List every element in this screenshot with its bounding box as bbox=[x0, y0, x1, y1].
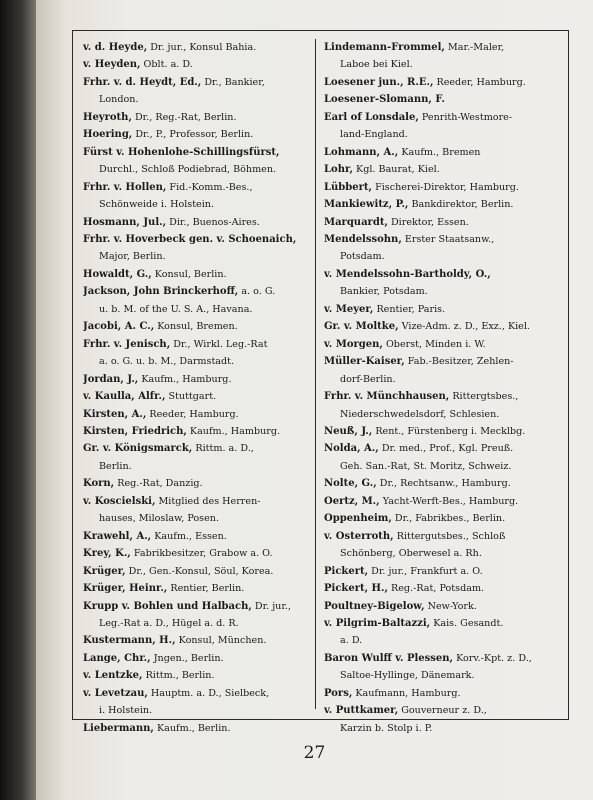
entry-name: v. Kaulla, Alfr., bbox=[83, 391, 166, 403]
entry-name: Pors, bbox=[324, 687, 353, 699]
directory-entry bbox=[83, 266, 309, 283]
entry-details: Rittergutsbes., Schloß bbox=[393, 530, 506, 542]
entry-details: a. o. G. bbox=[238, 286, 276, 298]
entry-name: Howaldt, G., bbox=[83, 268, 152, 280]
directory-entry bbox=[83, 493, 309, 510]
directory-entry bbox=[83, 388, 309, 405]
entry-details: Dr., Fabrikbes., Berlin. bbox=[391, 513, 506, 525]
directory-entry-continuation bbox=[83, 353, 309, 370]
directory-entry bbox=[324, 214, 562, 231]
directory-entry bbox=[324, 196, 562, 213]
right-column bbox=[324, 39, 562, 737]
directory-entry-continuation bbox=[324, 406, 562, 423]
directory-entry-continuation bbox=[324, 720, 562, 737]
entry-name: Earl of Lonsdale, bbox=[324, 111, 419, 123]
entry-details: Fabrikbesitzer, Grabow a. O. bbox=[130, 548, 273, 560]
directory-entry bbox=[83, 545, 309, 562]
directory-entry bbox=[83, 475, 309, 492]
directory-entry bbox=[324, 493, 562, 510]
directory-entry bbox=[324, 440, 562, 457]
entry-details: Reeder, Hamburg. bbox=[146, 408, 239, 420]
directory-entry bbox=[83, 109, 309, 126]
entry-name: Lindemann-Frommel, bbox=[324, 42, 445, 53]
entry-details: Dr., Gen.-Konsul, Söul, Korea. bbox=[125, 565, 274, 577]
entry-details: Dr. jur., Frankfurt a. O. bbox=[368, 565, 483, 577]
entry-name: Frhr. v. Jenisch, bbox=[83, 338, 171, 350]
entry-name: Oppenheim, bbox=[324, 513, 392, 525]
entry-details: Stuttgart. bbox=[165, 391, 217, 403]
entry-name: Mendelssohn, bbox=[324, 233, 402, 245]
directory-entry bbox=[324, 144, 562, 161]
entry-name: Neuß, J., bbox=[324, 425, 373, 437]
entry-details: Korv.-Kpt. z. D., bbox=[453, 652, 532, 664]
entry-details: Kgl. Baurat, Kiel. bbox=[353, 164, 440, 176]
directory-entry bbox=[324, 353, 562, 370]
entry-name: Lohr, bbox=[324, 164, 353, 176]
entry-details: Gouverneur z. D., bbox=[398, 705, 487, 717]
entry-details: Kaufm., Hamburg. bbox=[186, 425, 281, 437]
directory-entry bbox=[324, 650, 562, 667]
entry-details: Berlin. bbox=[99, 460, 132, 472]
entry-details: dorf-Berlin. bbox=[340, 373, 396, 385]
entry-name: Krupp v. Bohlen und Halbach, bbox=[83, 600, 252, 612]
directory-entry bbox=[324, 74, 562, 91]
entry-name: Fürst v. Hohenlohe-Schillingsfürst, bbox=[83, 146, 280, 158]
directory-entry bbox=[324, 685, 562, 702]
directory-entry-continuation bbox=[324, 458, 562, 475]
entry-details: Kaufm., Essen. bbox=[151, 530, 227, 542]
entry-name: Lübbert, bbox=[324, 181, 373, 193]
entry-details: Dir., Buenos-Aires. bbox=[166, 216, 260, 228]
entry-details: Reg.-Rat, Danzig. bbox=[114, 478, 203, 490]
entry-details: Oblt. a. D. bbox=[140, 59, 193, 71]
entry-details: Erster Staatsanw., bbox=[401, 233, 495, 245]
directory-entry bbox=[83, 74, 309, 91]
entry-details: Hauptm. a. D., Sielbeck, bbox=[147, 687, 270, 699]
directory-entry bbox=[83, 528, 309, 545]
entry-name: Lohmann, A., bbox=[324, 146, 399, 158]
directory-entry bbox=[83, 650, 309, 667]
entry-details: Dr., Rechtsanw., Hamburg. bbox=[376, 478, 511, 490]
entry-name: Nolte, G., bbox=[324, 478, 377, 490]
entry-name: Poultney-Bigelow, bbox=[324, 600, 425, 612]
directory-entry bbox=[324, 423, 562, 440]
directory-entry bbox=[83, 126, 309, 143]
entry-details: hauses, Miloslaw, Posen. bbox=[99, 513, 219, 525]
directory-entry-continuation bbox=[324, 545, 562, 562]
entry-name: v. Morgen, bbox=[324, 338, 383, 350]
entry-name: Liebermann, bbox=[83, 722, 154, 734]
entry-name: Pickert, bbox=[324, 565, 369, 577]
entry-details: Dr. jur., bbox=[251, 600, 291, 612]
directory-entry bbox=[324, 266, 562, 283]
entry-details: Karzin b. Stolp i. P. bbox=[340, 722, 433, 734]
directory-entry-continuation bbox=[324, 248, 562, 265]
entry-details: Kaufmann, Hamburg. bbox=[352, 687, 461, 699]
directory-entry bbox=[324, 39, 562, 56]
entry-name: Frhr. v. d. Heydt, Ed., bbox=[83, 76, 202, 88]
directory-entry bbox=[324, 563, 562, 580]
directory-entry bbox=[83, 179, 309, 196]
entry-name: Baron Wulff v. Plessen, bbox=[324, 652, 454, 664]
directory-entry bbox=[324, 388, 562, 405]
directory-entry-continuation bbox=[83, 510, 309, 527]
entry-details: Rentier, Berlin. bbox=[167, 583, 245, 595]
entry-details: Kaufm., Hamburg. bbox=[138, 373, 232, 385]
entry-details: Fab.-Besitzer, Zehlen- bbox=[404, 356, 514, 368]
entry-name: Pickert, H., bbox=[324, 583, 388, 595]
entry-details: Schönweide i. Holstein. bbox=[99, 199, 215, 211]
entry-details: Reg.-Rat, Potsdam. bbox=[387, 583, 485, 595]
directory-entry-continuation bbox=[83, 615, 309, 632]
directory-entry bbox=[83, 632, 309, 649]
entry-details: Jngen., Berlin. bbox=[150, 652, 224, 664]
entry-name: v. Heyden, bbox=[83, 59, 141, 71]
entry-name: Jordan, J., bbox=[83, 373, 139, 385]
directory-entry bbox=[83, 667, 309, 684]
entry-details: Kaufm., Bremen bbox=[398, 146, 481, 158]
entry-details: Penrith-Westmore- bbox=[418, 111, 513, 123]
entry-name: Frhr. v. Hollen, bbox=[83, 181, 167, 193]
entry-details: Leg.-Rat a. D., Hügel a. d. R. bbox=[99, 617, 239, 629]
entry-name: Jackson, John Brinckerhoff, bbox=[83, 286, 239, 298]
entry-details: Dr., P., Professor, Berlin. bbox=[132, 129, 254, 141]
left-column bbox=[83, 39, 309, 737]
directory-entry bbox=[83, 580, 309, 597]
entry-details: Bankdirektor, Berlin. bbox=[408, 199, 514, 211]
entry-name: Kirsten, A., bbox=[83, 408, 147, 420]
book-page bbox=[36, 0, 593, 800]
directory-entry bbox=[324, 318, 562, 335]
entry-details: Konsul, Berlin. bbox=[151, 268, 227, 280]
directory-entry bbox=[324, 528, 562, 545]
entry-details: Yacht-Werft-Bes., Hamburg. bbox=[379, 495, 519, 507]
entry-details: Dr., Bankier, bbox=[201, 76, 265, 88]
entry-details: New-York. bbox=[424, 600, 477, 612]
entry-details: Mar.-Maler, bbox=[444, 42, 505, 53]
directory-entry bbox=[324, 580, 562, 597]
directory-entry bbox=[324, 161, 562, 178]
entry-details: Konsul, München. bbox=[175, 635, 267, 647]
directory-entry bbox=[324, 179, 562, 196]
directory-entry-continuation bbox=[83, 702, 309, 719]
entry-name: Krüger, bbox=[83, 565, 126, 577]
entry-name: Loesener-Slomann, F. bbox=[324, 94, 445, 106]
book-gutter bbox=[0, 0, 40, 800]
directory-entry bbox=[324, 91, 562, 108]
entry-name: Marquardt, bbox=[324, 216, 388, 228]
directory-entry bbox=[83, 685, 309, 702]
entry-details: Rittm. a. D., bbox=[192, 443, 254, 455]
directory-entry bbox=[324, 109, 562, 126]
text-frame bbox=[72, 30, 569, 734]
entry-name: Korn, bbox=[83, 478, 115, 490]
entry-name: Krüger, Heinr., bbox=[83, 583, 168, 595]
entry-details: Rittergtsbes., bbox=[449, 391, 519, 403]
entry-name: Hoering, bbox=[83, 129, 133, 141]
entry-details: a. o. G. u. b. M., Darmstadt. bbox=[99, 356, 235, 368]
entry-details: Konsul, Bremen. bbox=[154, 321, 238, 333]
directory-entry bbox=[83, 39, 309, 56]
directory-entry bbox=[83, 423, 309, 440]
entry-name: Gr. v. Königsmarck, bbox=[83, 443, 193, 455]
directory-entry-continuation bbox=[83, 161, 309, 178]
entry-details: Direktor, Essen. bbox=[387, 216, 469, 228]
entry-details: Oberst, Minden i. W. bbox=[382, 338, 486, 350]
entry-name: Gr. v. Moltke, bbox=[324, 321, 399, 333]
entry-details: Fischerei-Direktor, Hamburg. bbox=[372, 181, 519, 193]
entry-name: v. Levetzau, bbox=[83, 687, 148, 699]
entry-name: Jacobi, A. C., bbox=[83, 321, 155, 333]
entry-details: u. b. M. of the U. S. A., Havana. bbox=[99, 303, 253, 315]
directory-entry-continuation bbox=[83, 196, 309, 213]
directory-entry bbox=[324, 475, 562, 492]
entry-details: Dr., Reg.-Rat, Berlin. bbox=[131, 111, 237, 123]
entry-name: Mankiewitz, P., bbox=[324, 199, 409, 211]
entry-name: v. Mendelssohn-Bartholdy, O., bbox=[324, 268, 491, 280]
entry-details: Geh. San.-Rat, St. Moritz, Schweiz. bbox=[340, 460, 512, 472]
entry-details: Bankier, Potsdam. bbox=[340, 286, 428, 298]
column-divider bbox=[315, 39, 316, 709]
entry-name: v. d. Heyde, bbox=[83, 42, 148, 53]
directory-entry-continuation bbox=[83, 248, 309, 265]
directory-entry-continuation bbox=[83, 91, 309, 108]
entry-name: Müller-Kaiser, bbox=[324, 356, 405, 368]
entry-details: land-England. bbox=[340, 129, 408, 141]
directory-entry-continuation bbox=[324, 667, 562, 684]
entry-details: Mitglied des Herren- bbox=[155, 495, 261, 507]
entry-name: Kirsten, Friedrich, bbox=[83, 425, 187, 437]
entry-details: Niederschwedelsdorf, Schlesien. bbox=[340, 408, 500, 420]
entry-details: Major, Berlin. bbox=[99, 251, 166, 263]
directory-entry bbox=[83, 563, 309, 580]
entry-details: Potsdam. bbox=[340, 251, 385, 263]
entry-details: Laboe bei Kiel. bbox=[340, 59, 413, 71]
entry-name: Krey, K., bbox=[83, 548, 131, 560]
directory-entry bbox=[83, 283, 309, 300]
directory-entry-continuation bbox=[324, 56, 562, 73]
directory-entry bbox=[83, 406, 309, 423]
directory-entry bbox=[83, 440, 309, 457]
directory-entry bbox=[83, 318, 309, 335]
entry-details: Kaufm., Berlin. bbox=[153, 722, 231, 734]
directory-entry bbox=[324, 336, 562, 353]
directory-entry bbox=[83, 598, 309, 615]
entry-name: Heyroth, bbox=[83, 111, 132, 123]
entry-details: Dr. med., Prof., Kgl. Preuß. bbox=[378, 443, 514, 455]
entry-name: Loesener jun., R.E., bbox=[324, 76, 434, 88]
directory-entry bbox=[83, 336, 309, 353]
entry-details: London. bbox=[99, 94, 139, 106]
directory-entry bbox=[324, 615, 562, 632]
entry-details: Kais. Gesandt. bbox=[430, 617, 504, 629]
entry-details: Rent., Fürstenberg i. Mecklbg. bbox=[372, 425, 526, 437]
page-number: 27 bbox=[303, 743, 326, 763]
entry-name: Krawehl, A., bbox=[83, 530, 152, 542]
entry-name: Oertz, M., bbox=[324, 495, 380, 507]
entry-details: Reeder, Hamburg. bbox=[433, 76, 526, 88]
directory-entry bbox=[83, 56, 309, 73]
entry-name: Kustermann, H., bbox=[83, 635, 176, 647]
entry-details: Rittm., Berlin. bbox=[142, 670, 215, 682]
entry-details: Saltoe-Hyllinge, Dänemark. bbox=[340, 670, 475, 682]
directory-entry-continuation bbox=[83, 458, 309, 475]
entry-name: Nolda, A., bbox=[324, 443, 379, 455]
entry-details: Dr., Wirkl. Leg.-Rat bbox=[170, 338, 268, 350]
directory-entry bbox=[83, 720, 309, 737]
directory-entry bbox=[83, 144, 309, 161]
directory-entry bbox=[324, 231, 562, 248]
directory-entry bbox=[324, 510, 562, 527]
entry-name: v. Lentzke, bbox=[83, 670, 143, 682]
entry-details: Rentier, Paris. bbox=[373, 303, 446, 315]
directory-entry bbox=[83, 371, 309, 388]
entry-details: Dr. jur., Konsul Bahia. bbox=[147, 42, 257, 53]
entry-name: v. Osterroth, bbox=[324, 530, 394, 542]
entry-details: i. Holstein. bbox=[99, 705, 153, 717]
directory-entry-continuation bbox=[324, 283, 562, 300]
entry-name: Frhr. v. Hoverbeck gen. v. Schoenaich, bbox=[83, 233, 297, 245]
directory-entry-continuation bbox=[324, 371, 562, 388]
entry-name: Lange, Chr., bbox=[83, 652, 151, 664]
entry-name: v. Pilgrim-Baltazzi, bbox=[324, 617, 431, 629]
directory-entry bbox=[324, 301, 562, 318]
entry-details: Vize-Adm. z. D., Exz., Kiel. bbox=[398, 321, 530, 333]
directory-entry-continuation bbox=[324, 126, 562, 143]
entry-name: v. Meyer, bbox=[324, 303, 374, 315]
directory-entry bbox=[324, 702, 562, 719]
directory-entry bbox=[83, 231, 309, 248]
entry-details: Schönberg, Oberwesel a. Rh. bbox=[340, 548, 482, 560]
entry-details: a. D. bbox=[340, 635, 363, 647]
directory-entry bbox=[324, 598, 562, 615]
entry-name: v. Puttkamer, bbox=[324, 705, 399, 717]
entry-details: Durchl., Schloß Podiebrad, Böhmen. bbox=[99, 164, 277, 176]
entry-name: v. Koscielski, bbox=[83, 495, 156, 507]
directory-entry-continuation bbox=[83, 301, 309, 318]
entry-details: Fid.-Komm.-Bes., bbox=[166, 181, 253, 193]
directory-entry-continuation bbox=[324, 632, 562, 649]
directory-entry bbox=[83, 214, 309, 231]
entry-name: Frhr. v. Münchhausen, bbox=[324, 391, 450, 403]
entry-name: Hosmann, Jul., bbox=[83, 216, 167, 228]
